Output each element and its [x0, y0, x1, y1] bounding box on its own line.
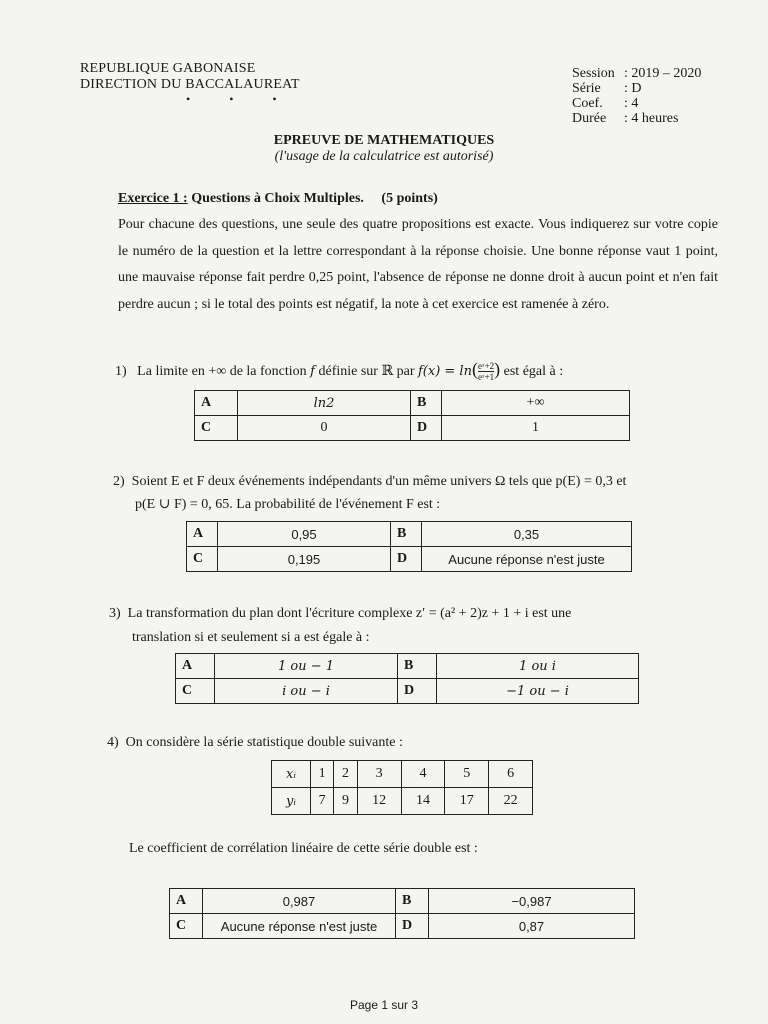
answer-letter: C — [187, 547, 218, 572]
answer-value: 0,987 — [203, 889, 396, 914]
answer-letter: D — [411, 416, 442, 441]
question-1-number: 1) — [115, 364, 127, 379]
question-4-line-1: On considère la série statistique double suivante : — [125, 735, 403, 750]
serie-value: : D — [624, 81, 642, 96]
answer-value: 0 — [238, 416, 411, 441]
question-1-text-c: est égal à : — [500, 364, 564, 379]
answer-value: +∞ — [442, 391, 630, 416]
question-3-line-1: La transformation du plan dont l'écriture complexe z′ = (a² + 2)z + 1 + i est une — [127, 606, 572, 621]
table-row — [272, 788, 533, 815]
exercise-heading — [118, 191, 438, 207]
answer-value: i ou − i — [215, 679, 398, 704]
question-2-answers — [186, 521, 632, 572]
table-row — [170, 914, 635, 939]
answer-letter: D — [396, 914, 429, 939]
question-1-text-a: La limite en +∞ de la fonction — [137, 364, 311, 379]
answer-letter: A — [176, 654, 215, 679]
table-row — [195, 416, 630, 441]
decorative-dots: • • • — [186, 92, 295, 106]
answer-letter: C — [170, 914, 203, 939]
answer-letter: C — [176, 679, 215, 704]
page-title: EPREUVE DE MATHEMATIQUES — [273, 133, 495, 148]
question-1-f: f — [310, 364, 315, 379]
question-2 — [113, 471, 626, 493]
table-row — [187, 522, 632, 547]
answer-value: 1 — [442, 416, 630, 441]
answer-letter: A — [195, 391, 238, 416]
table-row — [170, 889, 635, 914]
duree-value: : 4 heures — [624, 111, 679, 126]
answer-letter: B — [396, 889, 429, 914]
answer-value: 1 ou − 1 — [215, 654, 398, 679]
x-value: 6 — [489, 761, 533, 788]
statistics-table — [271, 760, 533, 815]
question-1-fx: f(x) = ln — [417, 364, 472, 379]
question-2-number: 2) — [113, 474, 125, 489]
serie-label: Série — [572, 81, 601, 96]
question-4 — [107, 732, 403, 754]
question-3-number: 3) — [109, 606, 121, 621]
page-number: Page 1 sur 3 — [349, 998, 419, 1012]
answer-letter: A — [170, 889, 203, 914]
question-2-line-1: Soient E et F deux événements indépendants d'un même univers Ω tels que p(E) = 0,3 et — [131, 474, 627, 489]
exercise-topic: Questions à Choix Multiples. — [187, 191, 364, 206]
answer-letter: D — [391, 547, 422, 572]
page-subtitle: (l'usage de la calculatrice est autorisé) — [274, 149, 494, 164]
y-value: 14 — [401, 788, 445, 815]
answer-letter: B — [411, 391, 442, 416]
y-value: 9 — [334, 788, 357, 815]
question-1-answers — [194, 390, 630, 441]
table-row — [176, 654, 639, 679]
x-value: 2 — [334, 761, 357, 788]
question-3 — [109, 603, 571, 625]
y-value: 12 — [357, 788, 401, 815]
answer-letter: D — [398, 679, 437, 704]
answer-value: 0,195 — [218, 547, 391, 572]
question-1: 1) La limite en +∞ de la fonction f définie sur ℝ par f(x) = ln( $\frac{\text{eˣ+2}}{\text{eˣ+1}}$ ) est égal à : — [115, 359, 564, 383]
table-row — [272, 761, 533, 788]
question-3-answers — [175, 653, 639, 704]
y-value: 7 — [311, 788, 334, 815]
exercise-label: Exercice 1 : — [118, 191, 188, 206]
fraction-denominator: eˣ+1 — [477, 372, 495, 383]
answer-letter: A — [187, 522, 218, 547]
answer-value: −0,987 — [429, 889, 635, 914]
answer-letter: B — [398, 654, 437, 679]
question-4-answers — [169, 888, 635, 939]
table-row — [187, 547, 632, 572]
x-value: 5 — [445, 761, 489, 788]
question-3-line-2: translation si et seulement si a est égale à : — [132, 630, 370, 645]
x-value: 3 — [357, 761, 401, 788]
answer-value: ln2 — [238, 391, 411, 416]
header-country: REPUBLIQUE GABONAISE — [80, 61, 256, 76]
answer-value: 0,95 — [218, 522, 391, 547]
question-4-line-2: Le coefficient de corrélation linéaire de cette série double est : — [129, 841, 478, 856]
question-2-line-2: p(E ∪ F) = 0, 65. La probabilité de l'événement F est : — [135, 497, 441, 512]
answer-value: 0,35 — [422, 522, 632, 547]
answer-letter: B — [391, 522, 422, 547]
question-4-number: 4) — [107, 735, 119, 750]
exercise-points: (5 points) — [381, 191, 438, 206]
session-block — [572, 66, 701, 126]
answer-value: −1 ou − i — [437, 679, 639, 704]
table-row — [195, 391, 630, 416]
header-direction: DIRECTION DU BACCALAUREAT — [80, 77, 300, 92]
answer-value: 0,87 — [429, 914, 635, 939]
table-row — [176, 679, 639, 704]
session-label: Session — [572, 66, 615, 81]
x-value: 4 — [401, 761, 445, 788]
answer-value: 1 ou i — [437, 654, 639, 679]
y-value: 22 — [489, 788, 533, 815]
fraction-numerator: eˣ+2 — [477, 361, 495, 372]
coef-label: Coef. — [572, 96, 603, 111]
y-label: yᵢ — [272, 788, 311, 815]
x-label: xᵢ — [272, 761, 311, 788]
y-value: 17 — [445, 788, 489, 815]
exercise-instructions: Pour chacune des questions, une seule des quatre propositions est exacte. Vous indiquerez sur votre copie le numéro de la question et la lettre correspondant à la réponse choisie. Une bonne réponse vaut 1 point, une mauvaise réponse fait perdre 0,25 point, l'absence de réponse ne donne droit à aucun point et n'en fait perdre aucun ; si le total des points est négatif, la note à cet exercice est ramenée à zéro. — [118, 217, 718, 312]
x-value: 1 — [311, 761, 334, 788]
answer-letter: C — [195, 416, 238, 441]
duree-label: Durée — [572, 111, 607, 126]
question-1-text-b: définie sur ℝ par — [314, 364, 418, 379]
question-1-fraction — [478, 361, 494, 382]
session-value: : 2019 – 2020 — [624, 66, 702, 81]
coef-value: : 4 — [624, 96, 639, 111]
answer-value: Aucune réponse n'est juste — [422, 547, 632, 572]
answer-value: Aucune réponse n'est juste — [203, 914, 396, 939]
